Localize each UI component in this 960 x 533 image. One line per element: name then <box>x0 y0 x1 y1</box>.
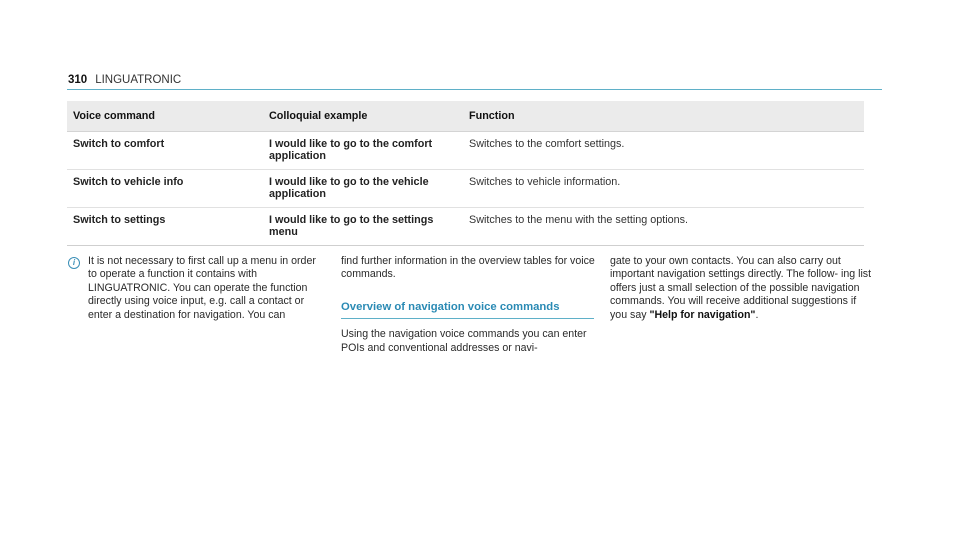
table-row <box>67 208 864 246</box>
cell-example: I would like to go to the settings menu <box>263 208 463 246</box>
voice-command-table <box>67 101 864 246</box>
cell-function: Switches to vehicle information. <box>463 170 864 208</box>
column-1 <box>68 255 323 322</box>
info-note <box>68 255 323 322</box>
page-header <box>68 74 181 86</box>
cell-example: I would like to go to the vehicle application <box>263 170 463 208</box>
table-header-row <box>67 101 864 132</box>
header-rule <box>67 89 882 90</box>
cell-command: Switch to comfort <box>67 132 263 170</box>
info-note-continued: find further information in the overview tables for voice commands. <box>341 255 595 281</box>
header-function: Function <box>463 101 864 132</box>
section-title: Overview of navigation voice commands <box>341 300 594 319</box>
column-2 <box>341 255 596 355</box>
sentence-end: . <box>755 308 759 321</box>
table-row <box>67 170 864 208</box>
help-command-quote: "Help for navigation" <box>649 308 756 321</box>
section-name: LINGUATRONIC <box>95 74 182 86</box>
section-body: Using the navigation voice commands you can enter POIs and conventional addresses or navi- <box>341 328 587 354</box>
page-number: 310 <box>68 74 88 86</box>
info-note-text: It is not necessary to first call up a menu in order to operate a function it contains with LINGUATRONIC. You can operate the function directly using voice input, e.g. call a contact or enter a destination for navigation. You can <box>88 255 316 321</box>
cell-example: I would like to go to the comfort application <box>263 132 463 170</box>
header-voice-command: Voice command <box>67 101 263 132</box>
column-3 <box>610 255 872 322</box>
table-row <box>67 132 864 170</box>
section-body-continued: gate to your own contacts. You can also carry out important navigation settings directly. The follow- ing list offers just a small selection of the possible navigation commands. You will receive additional suggestions if you say "Help for navigation". <box>610 255 872 321</box>
info-icon: i <box>68 257 80 269</box>
cell-command: Switch to settings <box>67 208 263 246</box>
cell-command: Switch to vehicle info <box>67 170 263 208</box>
cell-function: Switches to the menu with the setting options. <box>463 208 864 246</box>
cell-function: Switches to the comfort settings. <box>463 132 864 170</box>
header-colloquial-example: Colloquial example <box>263 101 463 132</box>
